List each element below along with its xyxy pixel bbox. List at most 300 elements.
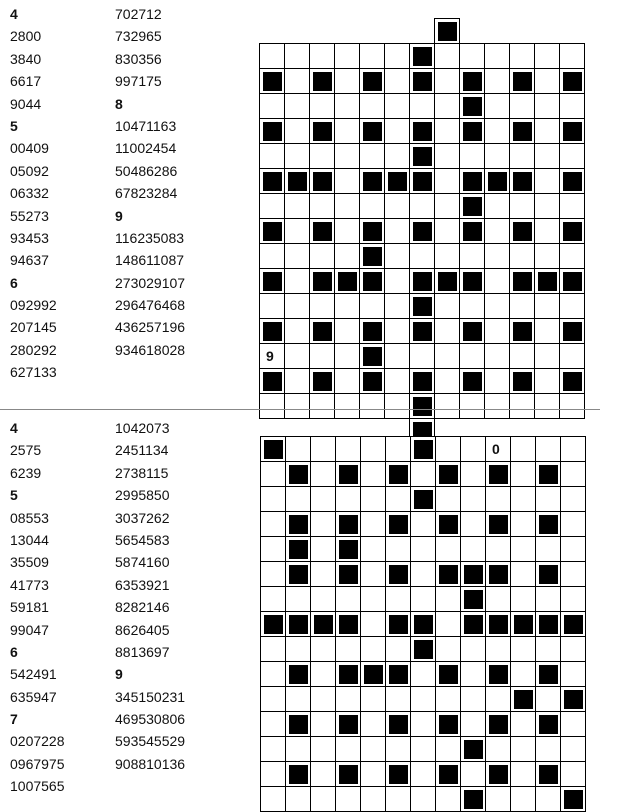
grid-cell[interactable]: [335, 294, 360, 319]
grid-cell[interactable]: [286, 637, 311, 662]
grid-cell[interactable]: [510, 244, 535, 269]
grid-cell[interactable]: [385, 344, 410, 369]
black-cell: [411, 437, 436, 462]
grid-cell[interactable]: [311, 537, 336, 562]
black-cell: [460, 69, 485, 94]
grid-cell[interactable]: [259, 244, 285, 269]
grid-cell[interactable]: [311, 737, 336, 762]
grid-cell[interactable]: [411, 512, 436, 537]
grid-cell[interactable]: [560, 43, 585, 69]
grid-cell[interactable]: [461, 437, 486, 462]
grid-cell[interactable]: [536, 737, 561, 762]
grid-cell[interactable]: [311, 637, 336, 662]
number-entry: 8282146: [115, 599, 170, 616]
grid-cell[interactable]: [410, 194, 435, 219]
grid-cell[interactable]: [486, 437, 511, 462]
black-cell: [411, 637, 436, 662]
black-cell: [485, 169, 510, 194]
grid-cell[interactable]: [336, 787, 361, 812]
grid-cell[interactable]: [335, 69, 360, 94]
grid-cell[interactable]: [411, 587, 436, 612]
grid-cell[interactable]: [310, 294, 335, 319]
grid-cell[interactable]: [335, 43, 360, 69]
grid-cell[interactable]: [285, 369, 310, 394]
grid-cell[interactable]: [285, 319, 310, 344]
grid-cell[interactable]: [361, 437, 386, 462]
number-entry: 280292: [10, 341, 57, 358]
grid-cell[interactable]: [386, 637, 411, 662]
grid-cell[interactable]: [386, 437, 411, 462]
grid-cell[interactable]: [285, 344, 310, 369]
grid-cell[interactable]: [311, 512, 336, 537]
grid-cell[interactable]: [310, 43, 335, 69]
grid-cell[interactable]: [361, 712, 386, 737]
grid-cell[interactable]: [360, 294, 385, 319]
grid-cell[interactable]: [410, 94, 435, 119]
number-entry: 3840: [10, 50, 42, 67]
grid-cell[interactable]: [536, 787, 561, 812]
grid-cell[interactable]: [285, 94, 310, 119]
grid-cell[interactable]: [361, 762, 386, 787]
grid-cell[interactable]: [435, 344, 460, 369]
grid-cell[interactable]: [461, 462, 486, 487]
grid-cell[interactable]: [335, 94, 360, 119]
grid-cell[interactable]: [310, 194, 335, 219]
black-cell: [486, 662, 511, 687]
number-entry: 5654583: [115, 531, 170, 548]
black-cell: [360, 244, 385, 269]
grid-cell[interactable]: [511, 662, 536, 687]
black-cell: [486, 612, 511, 637]
grid-cell[interactable]: [561, 487, 586, 512]
grid-cell[interactable]: [261, 687, 286, 712]
grid-cell[interactable]: [560, 194, 585, 219]
number-entry: 732965: [115, 28, 162, 45]
number-list-column-2: [115, 417, 185, 775]
length-heading: 9: [115, 666, 123, 683]
grid-cell[interactable]: [436, 537, 461, 562]
grid-cell[interactable]: [461, 512, 486, 537]
empty-space: [360, 19, 385, 44]
grid-cell[interactable]: [536, 587, 561, 612]
grid-cell[interactable]: [436, 787, 461, 812]
grid-cell[interactable]: [285, 144, 310, 169]
grid-cell[interactable]: [361, 737, 386, 762]
black-cell: [336, 512, 361, 537]
grid-cell[interactable]: [535, 244, 560, 269]
grid-cell[interactable]: [461, 712, 486, 737]
grid-cell[interactable]: [460, 43, 485, 69]
grid-cell[interactable]: [436, 737, 461, 762]
grid-cell[interactable]: [361, 612, 386, 637]
grid-cell[interactable]: [361, 637, 386, 662]
grid-cell[interactable]: [511, 787, 536, 812]
grid-cell[interactable]: [435, 369, 460, 394]
black-cell: [436, 562, 461, 587]
grid-cell[interactable]: [436, 612, 461, 637]
grid-cell[interactable]: [435, 119, 460, 144]
grid-cell[interactable]: [411, 712, 436, 737]
grid-cell[interactable]: [486, 587, 511, 612]
empty-space: [410, 19, 435, 44]
grid-cell[interactable]: [436, 687, 461, 712]
number-entry: 6239: [10, 464, 42, 481]
grid-cell[interactable]: [561, 662, 586, 687]
number-entry: 00409: [10, 140, 49, 157]
black-cell: [286, 662, 311, 687]
grid-cell[interactable]: [460, 244, 485, 269]
grid-cell[interactable]: [510, 144, 535, 169]
number-entry: 702712: [115, 6, 162, 22]
grid-cell[interactable]: [386, 487, 411, 512]
grid-cell[interactable]: [386, 787, 411, 812]
black-cell: [286, 562, 311, 587]
grid-cell[interactable]: [411, 562, 436, 587]
grid-cell[interactable]: [511, 462, 536, 487]
black-cell: [360, 269, 385, 294]
grid-cell[interactable]: [485, 344, 510, 369]
grid-cell[interactable]: [485, 369, 510, 394]
length-heading: 4: [10, 6, 18, 22]
grid-cell[interactable]: [535, 94, 560, 119]
grid-cell[interactable]: [561, 562, 586, 587]
grid-cell[interactable]: [461, 762, 486, 787]
grid-cell[interactable]: [286, 737, 311, 762]
grid-cell[interactable]: [385, 269, 410, 294]
grid-cell[interactable]: [385, 94, 410, 119]
grid-cell[interactable]: [310, 144, 335, 169]
grid-cell[interactable]: [310, 94, 335, 119]
grid-cell[interactable]: [536, 437, 561, 462]
grid-cell[interactable]: [461, 637, 486, 662]
grid-cell[interactable]: [560, 144, 585, 169]
grid-cell[interactable]: [485, 269, 510, 294]
grid-cell[interactable]: [435, 69, 460, 94]
grid-cell[interactable]: [435, 144, 460, 169]
grid-cell[interactable]: [310, 344, 335, 369]
grid-cell[interactable]: [361, 512, 386, 537]
grid-cell[interactable]: [261, 462, 286, 487]
grid-cell[interactable]: [335, 144, 360, 169]
grid-cell[interactable]: [561, 437, 586, 462]
grid-cell[interactable]: [435, 294, 460, 319]
grid-cell[interactable]: [536, 537, 561, 562]
grid-cell[interactable]: [435, 219, 460, 244]
grid-cell[interactable]: [336, 637, 361, 662]
grid-cell[interactable]: [335, 344, 360, 369]
grid-cell[interactable]: [561, 537, 586, 562]
grid-cell[interactable]: [560, 344, 585, 369]
grid-cell[interactable]: [435, 194, 460, 219]
grid-cell[interactable]: [311, 437, 336, 462]
grid-cell[interactable]: [485, 94, 510, 119]
grid-cell[interactable]: [360, 144, 385, 169]
grid-cell[interactable]: [261, 737, 286, 762]
grid-cell[interactable]: [485, 294, 510, 319]
grid-cell[interactable]: [311, 462, 336, 487]
grid-cell[interactable]: [286, 437, 311, 462]
grid-cell[interactable]: [285, 269, 310, 294]
grid-cell[interactable]: [385, 294, 410, 319]
grid-cell[interactable]: [335, 319, 360, 344]
grid-cell[interactable]: [511, 712, 536, 737]
number-entry: 05092: [10, 162, 49, 179]
grid-cell[interactable]: [511, 587, 536, 612]
grid-cell[interactable]: [561, 737, 586, 762]
grid-cell[interactable]: [436, 437, 461, 462]
grid-cell[interactable]: [336, 487, 361, 512]
grid-cell[interactable]: [385, 43, 410, 69]
number-entry: 9044: [10, 95, 42, 112]
grid-cell[interactable]: [385, 69, 410, 94]
grid-cell[interactable]: [435, 244, 460, 269]
grid-cell[interactable]: [259, 294, 285, 319]
grid-cell[interactable]: [385, 144, 410, 169]
grid-cell[interactable]: [535, 144, 560, 169]
grid-cell[interactable]: [510, 344, 535, 369]
grid-cell[interactable]: [511, 487, 536, 512]
grid-cell[interactable]: [259, 43, 285, 69]
grid-cell[interactable]: [261, 637, 286, 662]
black-cell: [461, 587, 486, 612]
grid-cell[interactable]: [461, 487, 486, 512]
grid-cell[interactable]: [535, 344, 560, 369]
grid-cell[interactable]: [561, 637, 586, 662]
black-cell: [460, 169, 485, 194]
grid-cell[interactable]: [485, 219, 510, 244]
grid-cell[interactable]: [286, 487, 311, 512]
grid-cell[interactable]: [261, 562, 286, 587]
grid-cell[interactable]: [361, 537, 386, 562]
grid-cell[interactable]: [511, 512, 536, 537]
grid-cell[interactable]: [511, 437, 536, 462]
grid-cell[interactable]: [285, 294, 310, 319]
grid-cell[interactable]: [261, 762, 286, 787]
grid-cell[interactable]: [385, 194, 410, 219]
grid-cell[interactable]: [261, 712, 286, 737]
grid-cell[interactable]: [311, 762, 336, 787]
grid-cell[interactable]: [361, 462, 386, 487]
grid-cell[interactable]: [436, 587, 461, 612]
grid-cell[interactable]: [460, 294, 485, 319]
grid-cell[interactable]: [560, 244, 585, 269]
grid-cell[interactable]: [285, 119, 310, 144]
grid-cell[interactable]: [560, 294, 585, 319]
grid-cell[interactable]: [336, 437, 361, 462]
grid-cell[interactable]: [360, 94, 385, 119]
length-heading: 5: [10, 487, 18, 504]
grid-cell[interactable]: [361, 687, 386, 712]
grid-cell[interactable]: [510, 43, 535, 69]
grid-cell[interactable]: [511, 537, 536, 562]
black-cell: [510, 369, 535, 394]
grid-cell[interactable]: [335, 369, 360, 394]
grid-cell[interactable]: [335, 194, 360, 219]
grid-cell[interactable]: [410, 244, 435, 269]
grid-cell[interactable]: [385, 219, 410, 244]
grid-cell[interactable]: [561, 587, 586, 612]
black-cell: [560, 219, 585, 244]
grid-cell[interactable]: [535, 369, 560, 394]
number-entry: 345150231: [115, 688, 186, 705]
grid-cell[interactable]: [486, 637, 511, 662]
grid-cell[interactable]: [360, 194, 385, 219]
grid-cell[interactable]: [311, 562, 336, 587]
grid-cell[interactable]: [410, 344, 435, 369]
grid-cell[interactable]: [560, 94, 585, 119]
grid-cell[interactable]: [511, 762, 536, 787]
grid-cell[interactable]: [286, 787, 311, 812]
grid-cell[interactable]: [510, 94, 535, 119]
number-entry: 8626405: [115, 621, 170, 638]
grid-cell[interactable]: [411, 462, 436, 487]
grid-cell[interactable]: [535, 169, 560, 194]
grid-cell[interactable]: [385, 369, 410, 394]
grid-cell[interactable]: [486, 487, 511, 512]
grid-cell[interactable]: [535, 219, 560, 244]
grid-cell[interactable]: [285, 219, 310, 244]
grid-cell[interactable]: [361, 587, 386, 612]
grid-cell[interactable]: [261, 662, 286, 687]
grid-cell[interactable]: [461, 662, 486, 687]
grid-cell[interactable]: [311, 662, 336, 687]
grid-cell[interactable]: [386, 587, 411, 612]
grid-cell[interactable]: [360, 43, 385, 69]
grid-cell[interactable]: [261, 487, 286, 512]
grid-cell[interactable]: [259, 144, 285, 169]
grid-cell[interactable]: [486, 737, 511, 762]
grid-cell[interactable]: [535, 119, 560, 144]
grid-cell[interactable]: [385, 244, 410, 269]
grid-cell[interactable]: [436, 487, 461, 512]
grid-cell[interactable]: [561, 462, 586, 487]
grid-cell[interactable]: [510, 294, 535, 319]
grid-cell[interactable]: [461, 687, 486, 712]
grid-cell[interactable]: [411, 537, 436, 562]
grid-cell[interactable]: [485, 144, 510, 169]
grid-cell[interactable]: [336, 737, 361, 762]
grid-cell[interactable]: [561, 712, 586, 737]
grid-cell[interactable]: [485, 69, 510, 94]
grid-cell[interactable]: [259, 194, 285, 219]
black-cell: [536, 762, 561, 787]
number-list-column-1: [10, 417, 65, 798]
grid-cell[interactable]: [535, 194, 560, 219]
grid-cell[interactable]: [259, 344, 285, 369]
grid-cell[interactable]: [411, 687, 436, 712]
grid-cell[interactable]: [311, 787, 336, 812]
grid-cell[interactable]: [386, 537, 411, 562]
grid-cell[interactable]: [435, 169, 460, 194]
grid-cell[interactable]: [261, 537, 286, 562]
grid-cell[interactable]: [460, 144, 485, 169]
grid-cell[interactable]: [311, 487, 336, 512]
grid-cell[interactable]: [536, 687, 561, 712]
black-cell: [410, 219, 435, 244]
grid-cell[interactable]: [511, 562, 536, 587]
grid-cell[interactable]: [485, 119, 510, 144]
grid-cell[interactable]: [536, 637, 561, 662]
grid-cell[interactable]: [286, 687, 311, 712]
grid-cell[interactable]: [485, 194, 510, 219]
grid-cell[interactable]: [311, 712, 336, 737]
number-entry: 1042073: [115, 420, 170, 436]
grid-cell[interactable]: [535, 69, 560, 94]
grid-cell[interactable]: [411, 737, 436, 762]
grid-cell[interactable]: [435, 44, 460, 69]
grid-cell[interactable]: [510, 194, 535, 219]
grid-cell[interactable]: [310, 244, 335, 269]
grid-cell[interactable]: [485, 319, 510, 344]
grid-cell[interactable]: [336, 587, 361, 612]
grid-cell[interactable]: [535, 43, 560, 69]
grid-cell[interactable]: [485, 244, 510, 269]
grid-cell[interactable]: [259, 94, 285, 119]
number-entry: 2738115: [115, 464, 169, 481]
grid-cell[interactable]: [311, 587, 336, 612]
grid-cell[interactable]: [361, 562, 386, 587]
grid-cell[interactable]: [511, 737, 536, 762]
grid-cell[interactable]: [386, 687, 411, 712]
grid-cell[interactable]: [411, 787, 436, 812]
grid-cell[interactable]: [335, 119, 360, 144]
grid-cell[interactable]: [486, 787, 511, 812]
empty-space: [485, 19, 510, 44]
grid-cell[interactable]: [536, 487, 561, 512]
grid-cell[interactable]: [285, 69, 310, 94]
grid-cell[interactable]: [361, 787, 386, 812]
grid-cell[interactable]: [285, 244, 310, 269]
grid-cell[interactable]: [460, 344, 485, 369]
black-cell: [310, 119, 335, 144]
grid-cell[interactable]: [535, 319, 560, 344]
grid-cell[interactable]: [436, 637, 461, 662]
grid-cell[interactable]: [435, 94, 460, 119]
grid-cell[interactable]: [335, 169, 360, 194]
empty-space: [385, 19, 410, 44]
grid-cell[interactable]: [561, 512, 586, 537]
grid-cell[interactable]: [285, 194, 310, 219]
grid-cell[interactable]: [336, 687, 361, 712]
grid-cell[interactable]: [261, 587, 286, 612]
black-cell: [536, 612, 561, 637]
black-cell: [360, 219, 385, 244]
grid-cell[interactable]: [386, 737, 411, 762]
grid-cell[interactable]: [486, 537, 511, 562]
grid-cell[interactable]: [411, 662, 436, 687]
grid-cell[interactable]: [286, 587, 311, 612]
grid-cell[interactable]: [361, 487, 386, 512]
number-entry: 296476468: [115, 297, 186, 314]
black-cell: [461, 562, 486, 587]
grid-cell[interactable]: [486, 687, 511, 712]
grid-cell[interactable]: [561, 762, 586, 787]
grid-cell[interactable]: [535, 294, 560, 319]
grid-cell[interactable]: [385, 119, 410, 144]
grid-cell[interactable]: [261, 787, 286, 812]
grid-cell[interactable]: [285, 43, 310, 69]
grid-cell[interactable]: [435, 319, 460, 344]
grid-cell[interactable]: [485, 43, 510, 69]
grid-cell[interactable]: [411, 762, 436, 787]
grid-cell[interactable]: [335, 244, 360, 269]
grid-cell[interactable]: [261, 512, 286, 537]
grid-cell[interactable]: [511, 637, 536, 662]
grid-cell[interactable]: [385, 319, 410, 344]
grid-cell[interactable]: [461, 537, 486, 562]
grid-cell[interactable]: [335, 219, 360, 244]
grid-cell[interactable]: [311, 687, 336, 712]
